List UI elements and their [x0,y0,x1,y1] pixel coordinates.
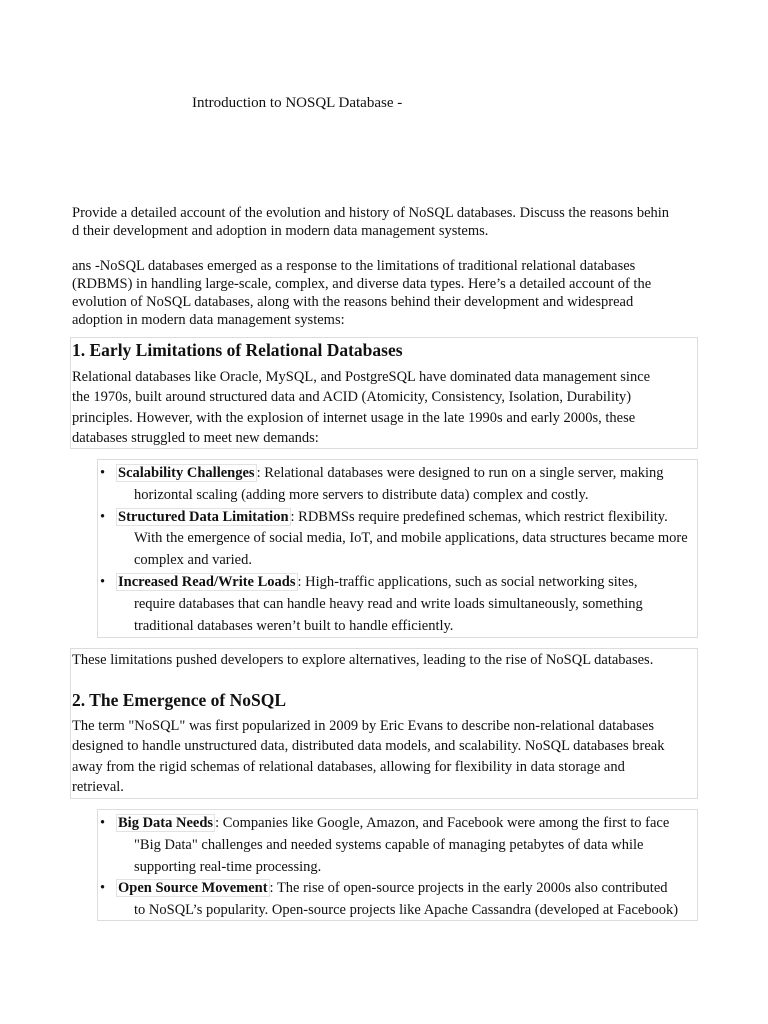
bullet-text: : The rise of open-source projects in the early 2000s also contributed [269,880,668,897]
bullet-icon: • [100,573,106,590]
bullet-text: : RDBMSs require predefined schemas, which restrict flexibility. [290,508,668,525]
bullet-continuation: to NoSQL’s popularity. Open-source projects like Apache Cassandra (developed at Facebook) [134,902,679,919]
section2-line: retrieval. [72,778,124,795]
section2-line: designed to handle unstructured data, distributed data models, and scalability. NoSQL databases break [72,738,665,755]
bullet-icon: • [100,880,106,897]
document-title: Introduction to NOSQL Database - [192,95,403,111]
section2-paragraph [72,716,664,797]
section1-closing: These limitations pushed developers to explore alternatives, leading to the rise of NoSQL databases. [72,652,654,668]
question-line: Provide a detailed account of the evolution and history of NoSQL databases. Discuss the reasons behin [72,205,670,221]
list-item [98,878,678,922]
question-paragraph [72,204,669,240]
list-item [98,572,688,637]
bullet-continuation: require databases that can handle heavy read and write loads simultaneously, something [134,595,643,612]
bullet-continuation: complex and varied. [134,552,252,569]
list-item [98,507,688,572]
section1-line: Relational databases like Oracle, MySQL, and PostgreSQL have dominated data management since [72,369,651,385]
section1-line: the 1970s, built around structured data and ACID (Atomicity, Consistency, Isolation, Durability) [72,389,632,406]
bullet-text: : Companies like Google, Amazon, and Facebook were among the first to face [215,815,670,831]
section1-line: principles. However, with the explosion of internet usage in the late 1990s and early 2000s, these [72,409,636,426]
section2-line: away from the rigid schemas of relational databases, allowing for flexibility in data storage and [72,758,625,775]
bullet-continuation: horizontal scaling (adding more servers to distribute data) complex and costly. [134,486,589,503]
bullet-term: Increased Read/Write Loads [118,573,296,590]
section2-line: The term "NoSQL" was first popularized in 2009 by Eric Evans to describe non-relational databases [72,718,655,734]
section2-heading: 2. The Emergence of NoSQL [72,690,287,710]
section1-line: databases struggled to meet new demands: [72,429,319,446]
bullet-term: Structured Data Limitation [118,508,289,525]
answer-paragraph [72,257,651,329]
section1-bullet-list [98,463,688,637]
section1-paragraph [72,367,650,448]
answer-line: ans -NoSQL databases emerged as a response to the limitations of traditional relational databases [72,258,636,274]
bullet-text: : Relational databases were designed to run on a single server, making [256,465,664,481]
answer-line: (RDBMS) in handling large-scale, complex, and diverse data types. Here’s a detailed account of the [72,276,652,292]
bullet-term: Big Data Needs [118,815,214,831]
list-item [98,463,688,507]
bullet-icon: • [100,465,106,481]
bullet-term: Open Source Movement [118,880,268,897]
bullet-continuation: "Big Data" challenges and needed systems capable of managing petabytes of data while [134,836,644,853]
answer-line: evolution of NoSQL databases, along with the reasons behind their development and widespread [72,294,634,310]
section1-heading: 1. Early Limitations of Relational Databases [72,340,403,360]
section2-bullet-list [98,813,678,922]
bullet-text: : High-traffic applications, such as social networking sites, [297,573,638,590]
bullet-icon: • [100,815,106,831]
bullet-icon: • [100,508,106,525]
bullet-continuation: With the emergence of social media, IoT, and mobile applications, data structures became more [134,530,688,547]
bullet-continuation: traditional databases weren’t built to handle efficiently. [134,617,454,634]
list-item [98,813,678,878]
bullet-continuation: supporting real-time processing. [134,858,322,875]
bullet-term: Scalability Challenges [118,465,255,481]
answer-line: adoption in modern data management systems: [72,312,345,328]
question-line: d their development and adoption in modern data management systems. [72,223,489,239]
